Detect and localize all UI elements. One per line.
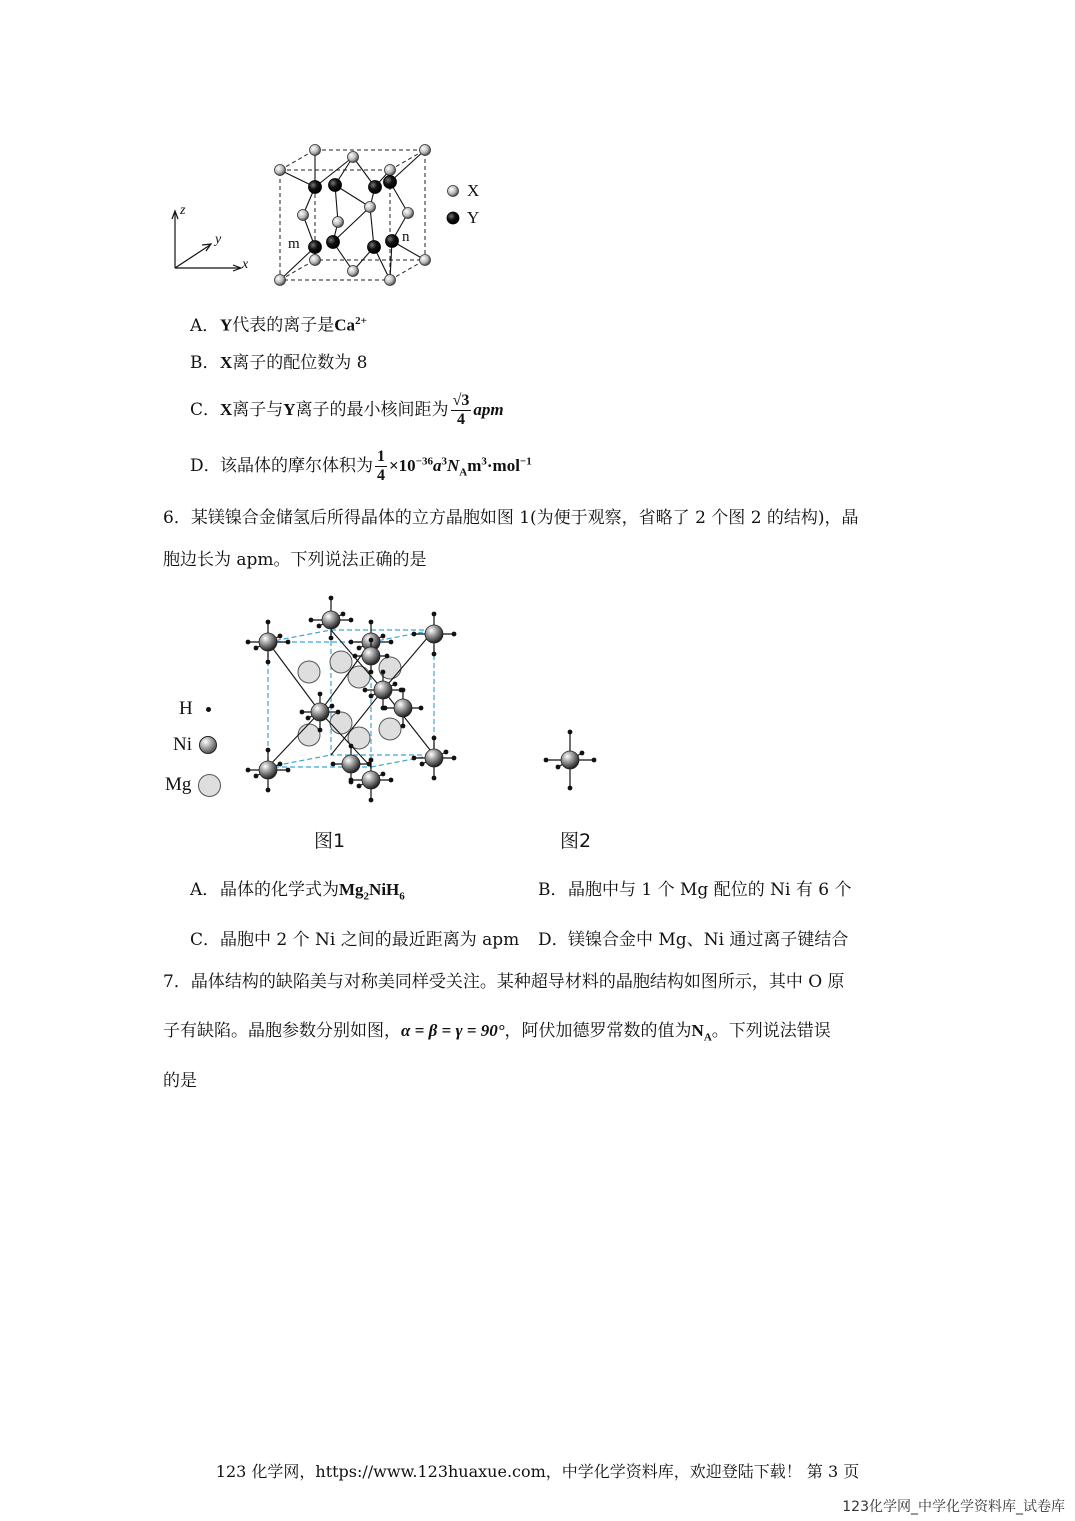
mg2nih6-cell-figure [235, 590, 485, 810]
crystal-cell-figure [160, 135, 520, 295]
y-ions [309, 176, 399, 254]
q6-stem-line1: 6．某镁镍合金储氢后所得晶体的立方晶胞如图 1(为便于观察，省略了 2 个图 2 的结构)，晶 [163, 508, 859, 528]
mg-atom-icon [198, 774, 221, 797]
fraction: $\frac{√3}{4}$ [452, 392, 470, 428]
axis-z-label: z [180, 203, 186, 218]
watermark: 123化学网_中学化学资料库_试卷库 [842, 1499, 1065, 1515]
point-label-n: n [402, 229, 410, 245]
page-footer: 123 化学网，https://www.123huaxue.com，中学化学资料库，欢迎登陆下载！ 第 3 页 [215, 1462, 860, 1481]
ni-h6-units [246, 596, 457, 803]
q6-option-b: B．晶胞中与 1 个 Mg 配位的 Ni 有 6 个 [538, 880, 852, 900]
q5-option-a: A．Y代表的离子是$Ca^{2+}$ [190, 315, 367, 336]
q5-option-d: D．该晶体的摩尔体积为 $\frac{1}{4}$ $\times 10^{-36}a^3N_Am^3\cdot mol^{-1}$ [190, 448, 532, 484]
legend-y-label: Y [467, 208, 480, 227]
legend-x-label: X [467, 181, 480, 200]
figure2-unit [540, 725, 600, 795]
axis-x-label: x [242, 257, 249, 272]
q7-stem-line1: 7．晶体结构的缺陷美与对称美同样受关注。某种超导材料的晶胞结构如图所示，其中 O 原 [163, 972, 845, 992]
q5-option-c: C．X离子与Y离子的最小核间距为 $\frac{√3}{4}$ apm [190, 392, 504, 428]
q5-option-b: B．X离子的配位数为 8 [190, 353, 368, 373]
legend-h-label: H [179, 698, 193, 719]
figure2-caption: 图2 [560, 830, 592, 852]
q6-option-d: D．镁镍合金中 Mg、Ni 通过离子键结合 [538, 930, 849, 950]
q6-option-a: A．晶体的化学式为$Mg_2NiH_6$ [190, 880, 405, 903]
axis-arrows [172, 211, 241, 271]
axis-y-label: y [215, 232, 222, 247]
point-label-m: m [288, 236, 300, 252]
h-atom-icon [206, 707, 211, 712]
q7-stem-line3: 的是 [163, 1071, 197, 1091]
ni-atom-icon [199, 736, 217, 754]
figure1-caption: 图1 [314, 830, 346, 852]
legend-ni-label: Ni [173, 734, 192, 755]
q6-stem-line2: 胞边长为 apm。下列说法正确的是 [163, 550, 427, 570]
q6-option-c: C．晶胞中 2 个 Ni 之间的最近距离为 apm [190, 930, 520, 950]
legend-mg-label: Mg [165, 774, 192, 795]
q7-stem-line2: 子有缺陷。晶胞参数分别如图，α = β = γ = 90°，阿伏加德罗常数的值为$N_A$。下列说法错误 [163, 1021, 831, 1044]
fraction: $\frac{1}{4}$ [377, 448, 385, 484]
